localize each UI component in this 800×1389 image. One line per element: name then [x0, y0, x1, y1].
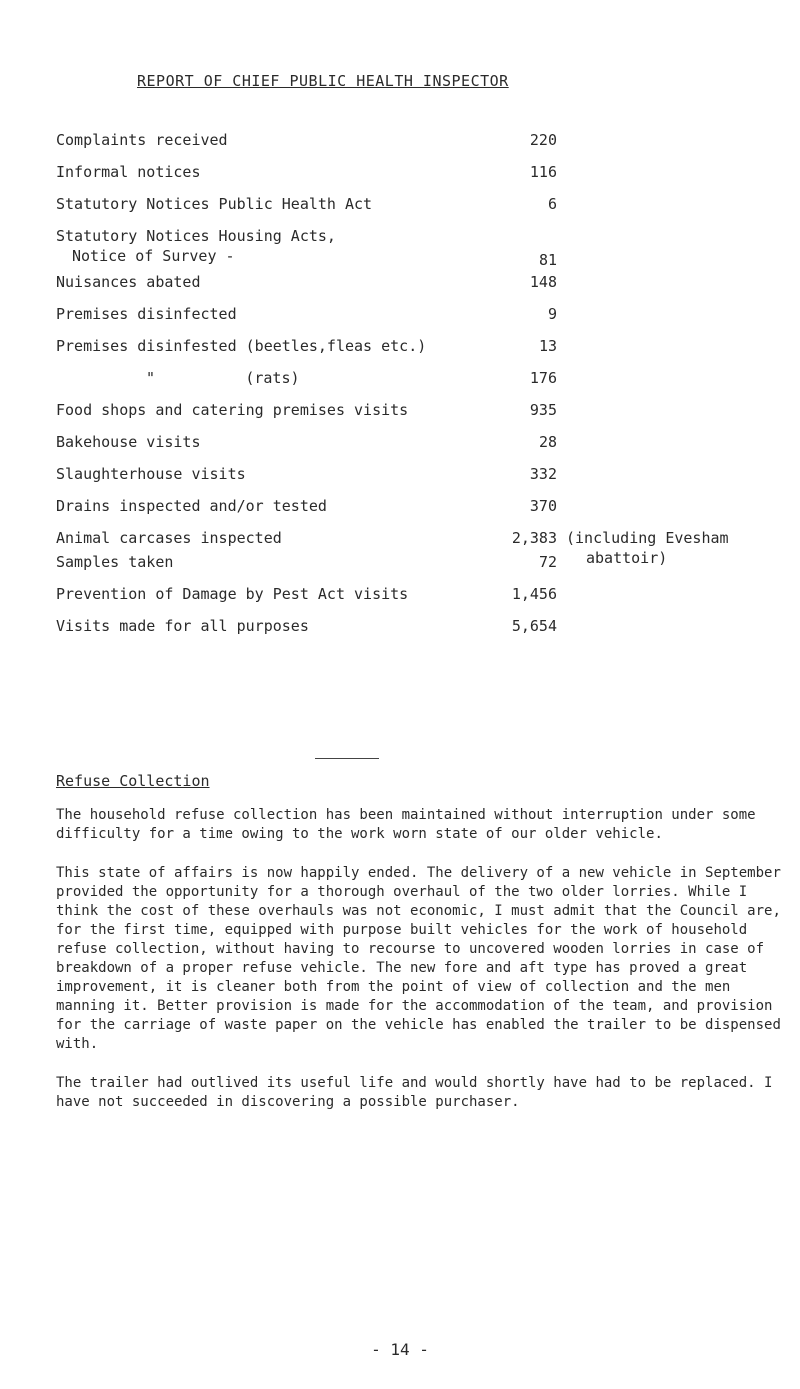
- stat-value: 332: [529, 465, 557, 483]
- stat-label-line: Statutory Notices Housing Acts,: [56, 227, 336, 245]
- stat-label-line: Notice of Survey -: [72, 247, 235, 265]
- stat-row: [56, 432, 796, 464]
- stat-row: [56, 194, 796, 226]
- stat-value: 176: [529, 369, 557, 387]
- stat-row: [56, 464, 796, 496]
- stat-row: [56, 368, 796, 400]
- stat-note-line: (including Evesham: [566, 529, 729, 547]
- stat-value: 2,383: [511, 529, 557, 547]
- stat-value: 220: [529, 131, 557, 149]
- page-title: REPORT OF CHIEF PUBLIC HEALTH INSPECTOR: [137, 72, 509, 90]
- paragraph: This state of affairs is now happily ended. The delivery of a new vehicle in September provided the opportunity for a thorough overhaul of the two older lorries. While I think the cost of these overhauls was not economic, I must admit that the Council are, for the first time, equipped with purpose built vehicles for the work of household refuse collection, without having to recourse to uncovered wooden lorries in case of breakdown of a proper refuse vehicle. The new fore and aft type has proved a great improvement, it is cleaner both from the point of view of collection and the men manning it. Better provision is made for the accommodation of the team, and provision for the carriage of waste paper on the vehicle has enabled the trailer to be dispensed with.: [56, 865, 781, 1052]
- stat-value: 28: [538, 433, 557, 451]
- section-divider: [315, 758, 379, 759]
- stat-label: Complaints received: [56, 131, 228, 149]
- stat-row: [56, 304, 796, 336]
- stat-label: " (rats): [146, 369, 300, 387]
- stat-label: Slaughterhouse visits: [56, 465, 246, 483]
- stat-row: [56, 584, 796, 616]
- stat-row: [56, 552, 796, 584]
- stat-value: 13: [538, 337, 557, 355]
- section-heading: Refuse Collection: [56, 772, 210, 790]
- stat-row: [56, 130, 796, 162]
- page-number: - 14 -: [371, 1340, 429, 1359]
- stat-label: Nuisances abated: [56, 273, 201, 291]
- stat-value: 935: [529, 401, 557, 419]
- stat-row: [56, 616, 796, 648]
- stat-value: 148: [529, 273, 557, 291]
- stat-value: 72: [538, 553, 557, 571]
- stat-note-line: abattoir): [586, 549, 668, 567]
- stat-row: [56, 162, 796, 194]
- paragraph: The household refuse collection has been maintained without interruption under some difficulty for a time owing to the work worn state of our older vehicle.: [56, 807, 756, 842]
- paragraph: The trailer had outlived its useful life and would shortly have had to be replaced. I have not succeeded in discovering a possible purchaser.: [56, 1075, 773, 1110]
- body-text: [56, 806, 786, 1132]
- stat-label: Visits made for all purposes: [56, 617, 309, 635]
- stat-value: 9: [547, 305, 557, 323]
- stat-label: Informal notices: [56, 163, 201, 181]
- stat-label: Animal carcases inspected: [56, 529, 282, 547]
- stat-label: Premises disinfested (beetles,fleas etc.): [56, 337, 427, 355]
- stat-label: Statutory Notices Public Health Act: [56, 195, 373, 213]
- stat-value: 81: [538, 251, 557, 269]
- stat-label: Premises disinfected: [56, 305, 237, 323]
- stat-value: 116: [529, 163, 557, 181]
- stat-row: [56, 336, 796, 368]
- stat-row: [56, 400, 796, 432]
- stat-row: [56, 272, 796, 304]
- stat-value: 1,456: [511, 585, 557, 603]
- stat-value: 370: [529, 497, 557, 515]
- stat-label: Food shops and catering premises visits: [56, 401, 409, 419]
- stat-row: [56, 496, 796, 528]
- stat-label: Drains inspected and/or tested: [56, 497, 327, 515]
- stat-label: [56, 226, 336, 266]
- stat-value: 5,654: [511, 617, 557, 635]
- stat-label: Samples taken: [56, 553, 174, 571]
- stat-value: 6: [547, 195, 557, 213]
- statistics-list: [56, 130, 796, 648]
- stat-label: Prevention of Damage by Pest Act visits: [56, 585, 409, 603]
- stat-label: Bakehouse visits: [56, 433, 201, 451]
- stat-row: [56, 226, 796, 272]
